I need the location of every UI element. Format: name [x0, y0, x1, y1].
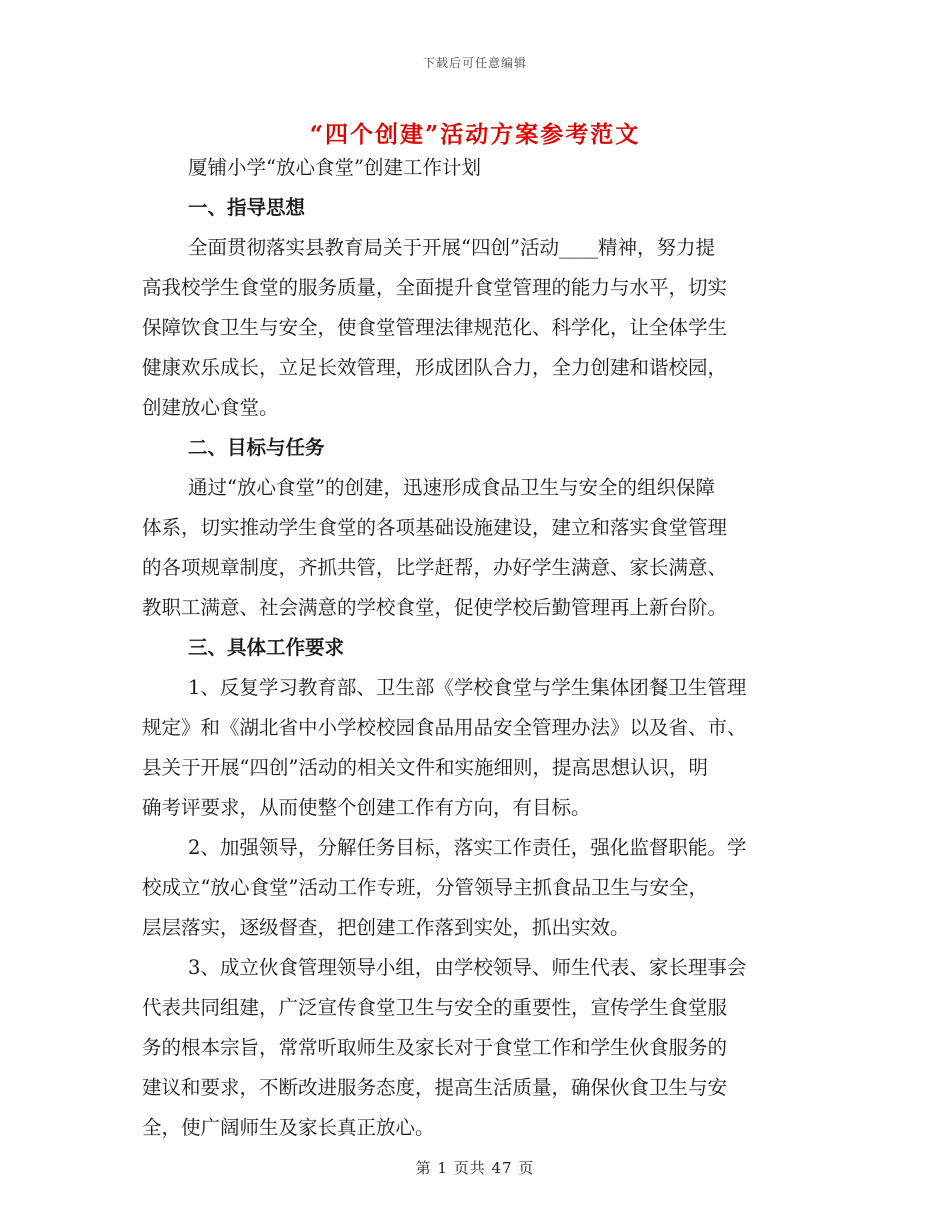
paragraph-line: 校成立“放心食堂”活动工作专班，分管领导主抓食品卫生与安全， [142, 876, 708, 899]
paragraph-line: 确考评要求，从而使整个创建工作有方向，有目标。 [142, 796, 591, 819]
paragraph-line: 保障饮食卫生与安全，使食堂管理法律规范化、科学化，让全体学生 [142, 316, 728, 339]
section-heading-3: 三、具体工作要求 [188, 636, 345, 659]
document-title: “四个创建”活动方案参考范文 [309, 121, 641, 148]
paragraph-line: 3、成立伙食管理领导小组，由学校领导、师生代表、家长理事会 [188, 956, 747, 979]
paragraph-line: 创建放心食堂。 [142, 396, 279, 419]
paragraph-line: 建议和要求，不断改进服务态度，提高生活质量，确保伙食卫生与安 [142, 1076, 728, 1099]
paragraph-line: 代表共同组建，广泛宣传食堂卫生与安全的重要性，宣传学生食堂服 [142, 996, 728, 1019]
paragraph-line: 2、加强领导，分解任务目标，落实工作责任，强化监督职能。学 [188, 836, 747, 859]
paragraph-line: 层层落实，逐级督查，把创建工作落到实处，抓出实效。 [142, 916, 630, 939]
paragraph-line: 体系，切实推动学生食堂的各项基础设施建设，建立和落实食堂管理 [142, 516, 728, 539]
subtitle: 厦铺小学“放心食堂”创建工作计划 [188, 156, 481, 179]
paragraph-line: 规定》和《湖北省中小学校校园食品用品安全管理办法》以及省、市、 [142, 716, 747, 739]
document-body [142, 148, 810, 1148]
paragraph-line: 县关于开展“四创”活动的相关文件和实施细则，提高思想认识，明 [142, 756, 708, 779]
paragraph-line: 全面贯彻落实县教育局关于开展“四创”活动____精神，努力提 [188, 236, 715, 259]
section-heading-2: 二、目标与任务 [188, 436, 325, 459]
section-heading-1: 一、指导思想 [188, 196, 306, 219]
paragraph-line: 的各项规章制度，齐抓共管，比学赶帮，办好学生满意、家长满意、 [142, 556, 728, 579]
paragraph-line: 教职工满意、社会满意的学校食堂，促使学校后勤管理再上新台阶。 [142, 596, 728, 619]
paragraph-line: 1、反复学习教育部、卫生部《学校食堂与学生集体团餐卫生管理 [188, 676, 747, 699]
paragraph-line: 全，使广阔师生及家长真正放心。 [142, 1116, 435, 1139]
header-note: 下载后可任意编辑 [422, 56, 527, 70]
paragraph-line: 通过“放心食堂”的创建，迅速形成食品卫生与安全的组织保障 [188, 476, 715, 499]
paragraph-line: 高我校学生食堂的服务质量，全面提升食堂管理的能力与水平，切实 [142, 276, 728, 299]
paragraph-line: 健康欢乐成长，立足长效管理，形成团队合力，全力创建和谐校园， [142, 356, 728, 379]
page-footer: 第 1 页共 47 页 [415, 1159, 535, 1177]
paragraph-line: 务的根本宗旨，常常听取师生及家长对于食堂工作和学生伙食服务的 [142, 1036, 728, 1059]
